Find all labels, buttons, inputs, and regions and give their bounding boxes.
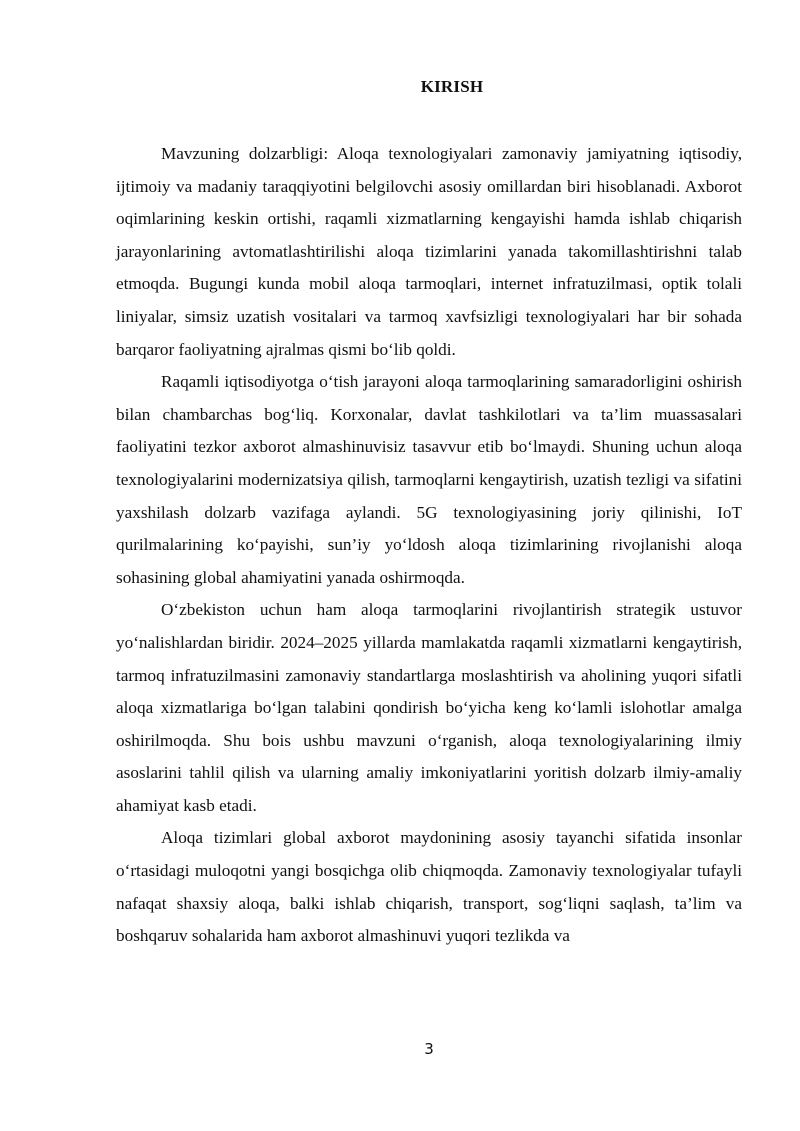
paragraph: O‘zbekiston uchun ham aloqa tarmoqlarini rivojlantirish strategik ustuvor yo‘nalishlardan biridir. 2024–2025 yillarda mamlakatda raqamli xizmatlarni kengaytirish, tarmoq infratuzilmasini zamonaviy standartlarga moslashtirish va aholining yuqori sifatli aloqa xizmatlariga bo‘lgan talabini qondirish bo‘yicha keng ko‘lamli islohotlar amalga oshirilmoqda. Shu bois ushbu mavzuni o‘rganish, aloqa texnologiyalarining ilmiy asoslarini tahlil qilish va ularning amaliy imkoniyatlarini yoritish dolzarb ilmiy-amaliy ahamiyat kasb etadi. [116, 600, 742, 815]
paragraph: Aloqa tizimlari global axborot maydonining asosiy tayanchi sifatida insonlar o‘rtasidagi muloqotni yangi bosqichga olib chiqmoqda. Zamonaviy texnologiyalar tufayli nafaqat shaxsiy aloqa, balki ishlab chiqarish, transport, sog‘liqni saqlash, ta’lim va boshqaruv sohalarida ham axborot almashinuvi yuqori tezlikda va [116, 828, 742, 946]
body-text [116, 138, 742, 953]
paragraph: Raqamli iqtisodiyotga o‘tish jarayoni aloqa tarmoqlarining samaradorligini oshirish bilan chambarchas bog‘liq. Korxonalar, davlat tashkilotlari va ta’lim muassasalari faoliyatini tezkor axborot almashinuvisiz tasavvur etib bo‘lmaydi. Shuning uchun aloqa texnologiyalarini modernizatsiya qilish, tarmoqlarni kengaytirish, uzatish tezligi va sifatini yaxshilash dolzarb vazifaga aylandi. 5G texnologiyasining joriy qilinishi, IoT qurilmalarining ko‘payishi, sun’iy yo‘ldosh aloqa tizimlarining rivojlanishi aloqa sohasining global ahamiyatini yanada oshirmoqda. [116, 372, 742, 587]
page-number: 3 [424, 1040, 434, 1058]
paragraph: Mavzuning dolzarbligi: Aloqa texnologiyalari zamonaviy jamiyatning iqtisodiy, ijtimoiy va madaniy taraqqiyotini belgilovchi asosiy omillardan biri hisoblanadi. Axborot oqimlarining keskin ortishi, raqamli xizmatlarning kengayishi hamda ishlab chiqarish jarayonlarining avtomatlashtirilishi aloqa tizimlarini yanada takomillashtirishni talab etmoqda. Bugungi kunda mobil aloqa tarmoqlari, internet infratuzilmasi, optik tolali liniyalar, simsiz uzatish vositalari va tarmoq xavfsizligi texnologiyalari har bir sohada barqaror faoliyatning ajralmas qismi bo‘lib qoldi. [116, 144, 742, 359]
section-title: KIRISH [420, 77, 484, 96]
